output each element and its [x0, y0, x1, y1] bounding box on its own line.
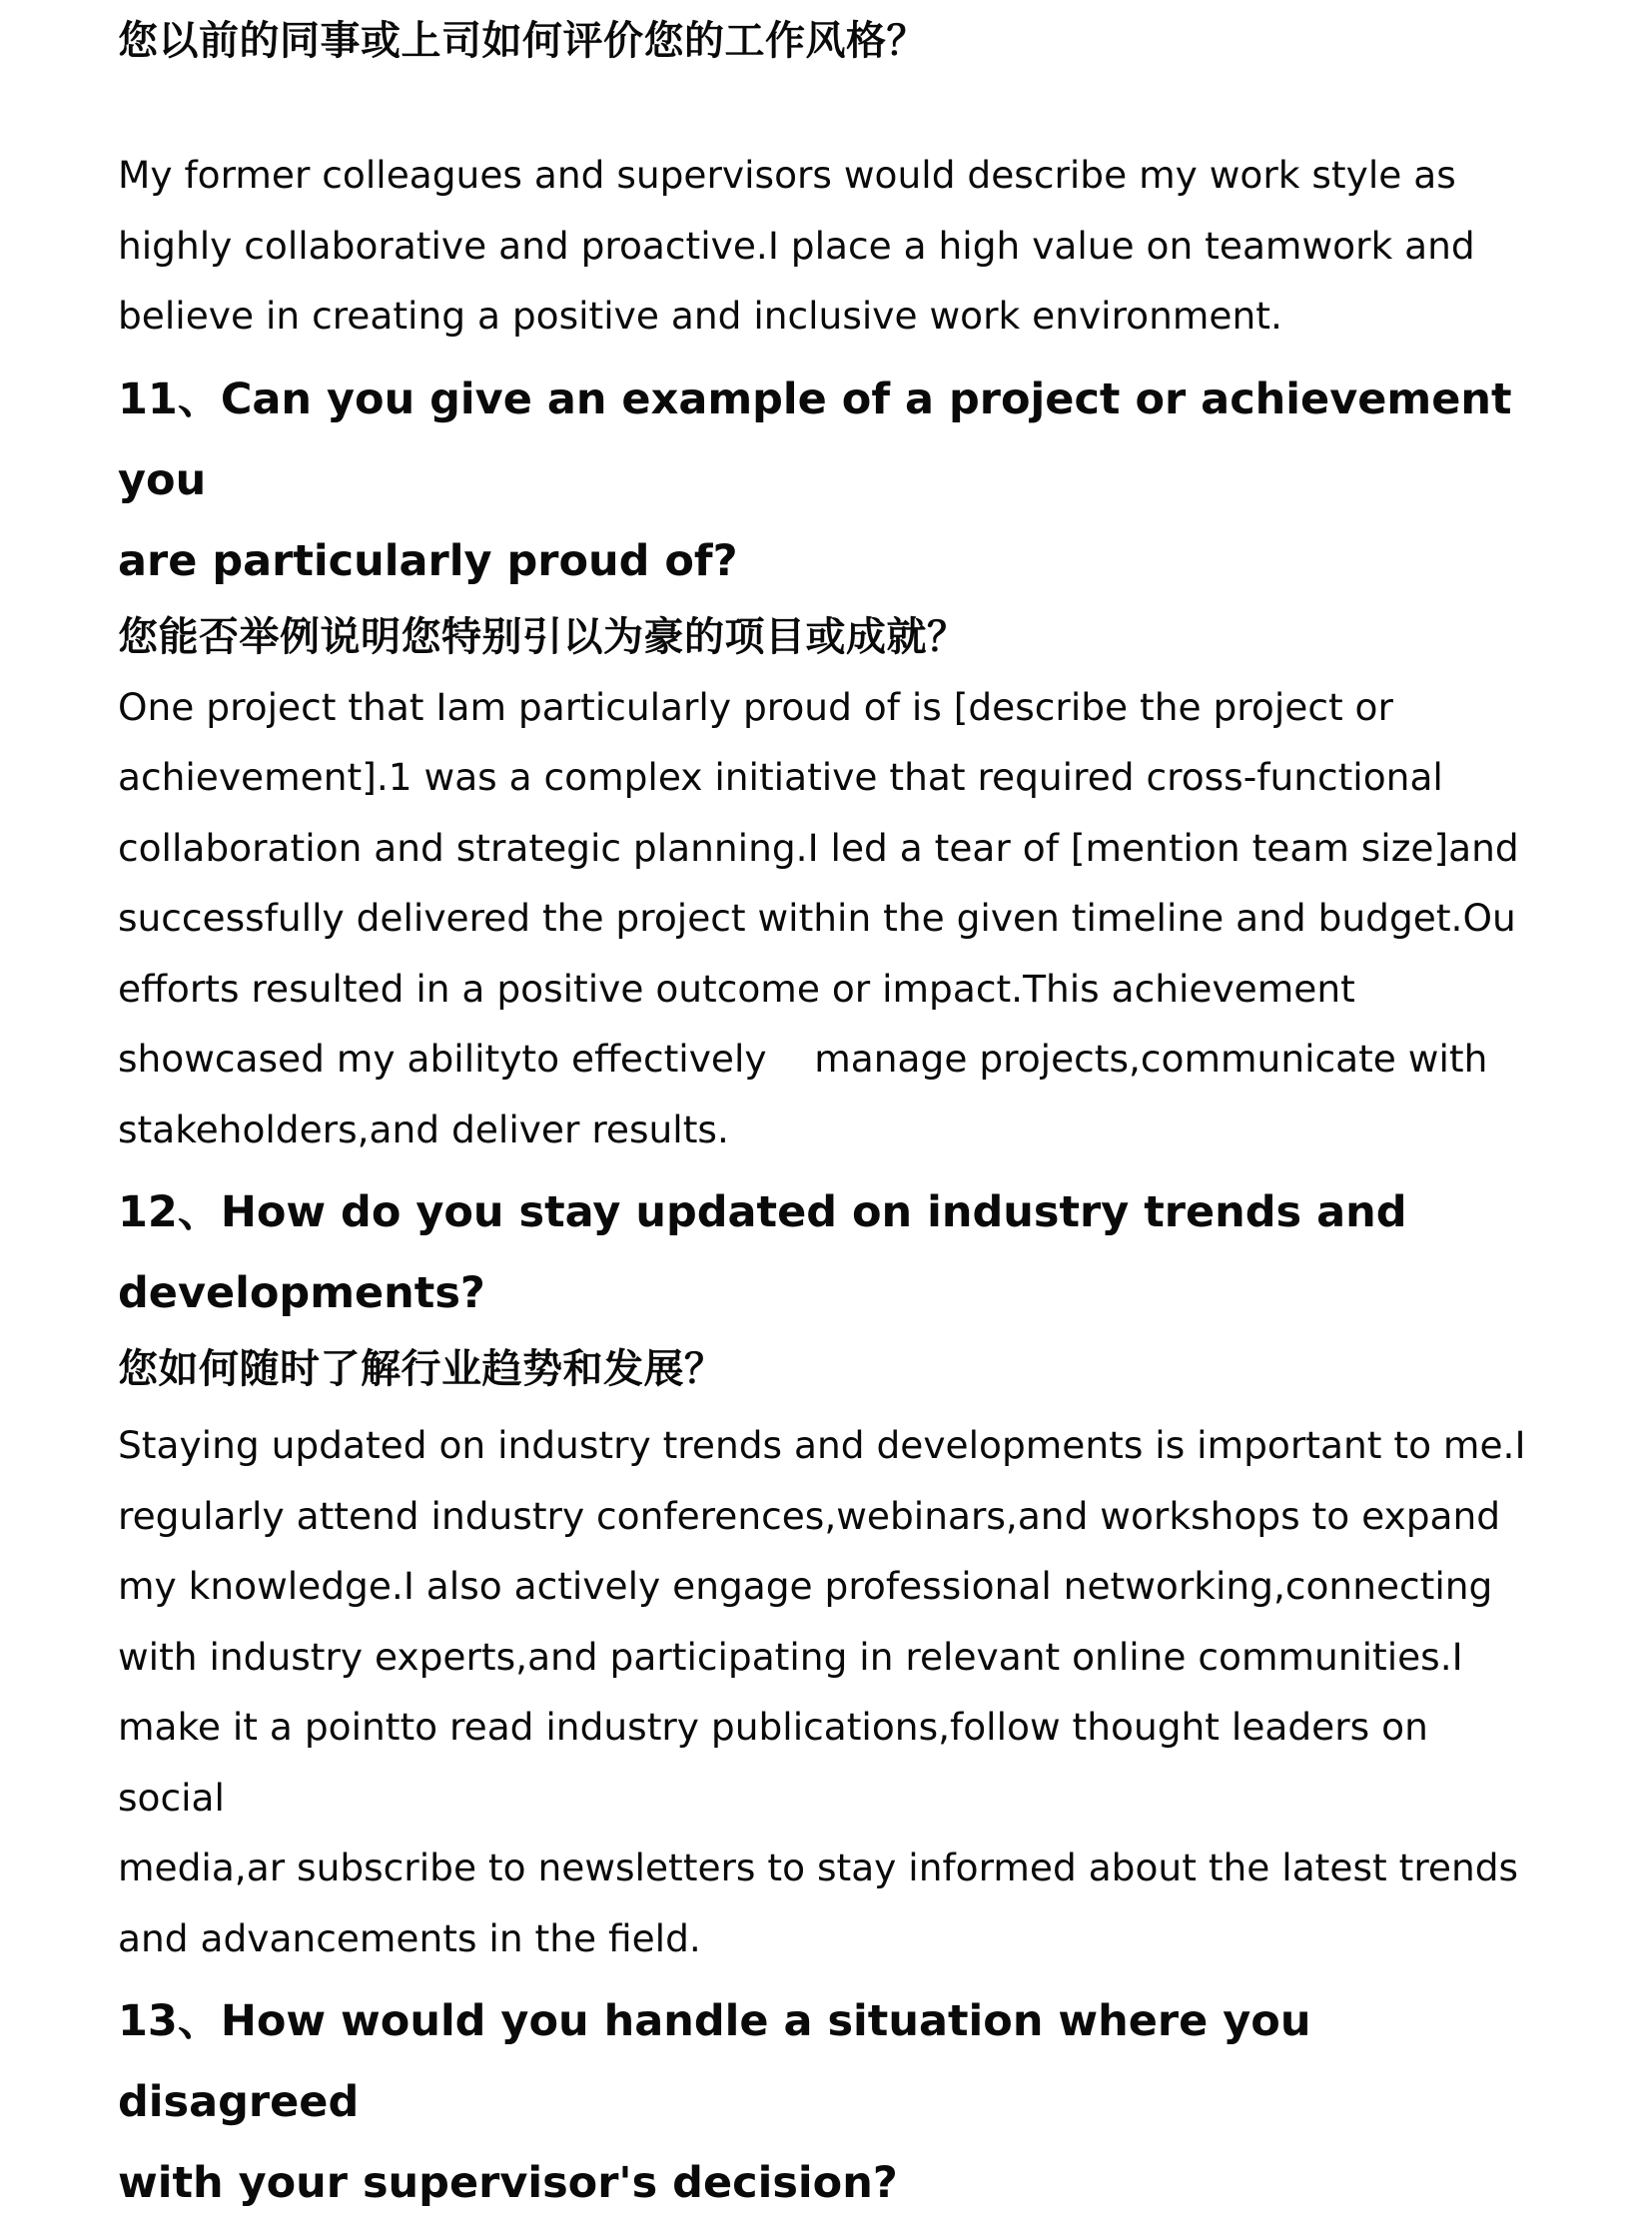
question-12-cn: 您如何随时了解行业趋势和发展？ [118, 1346, 725, 1392]
answer-11-line: collaboration and strategic planning.I led a tear of [mention team size]and [118, 825, 1519, 870]
question-11-cn: 您能否举例说明您特别引以为豪的项目或成就？ [118, 613, 968, 660]
answer-12-line: my knowledge.I also actively engage professional networking,connecting [118, 1564, 1493, 1608]
answer-12-line: Staying updated on industry trends and developments is important to me.I [118, 1423, 1526, 1467]
answer-12 [118, 1410, 1536, 1973]
answer-11-line: One project that Iam particularly proud of is [describe the project or [118, 684, 1393, 729]
question-12-en-line: 12、How do you stay updated on industry trends and [118, 1187, 1407, 1237]
question-13-en-line: 13、How would you handle a situation where you disagreed [118, 1996, 1311, 2127]
answer-12-line: media,ar subscribe to newsletters to stay informed about the latest trends [118, 1846, 1519, 1889]
section-12 [118, 1172, 1536, 1973]
answer-12-line: make it a pointto read industry publications,follow thought leaders on social [118, 1705, 1440, 1820]
answer-11-line: showcased my abilityto effectively manage projects,communicate with [118, 1037, 1488, 1081]
question-11-en-line: are particularly proud of? [118, 535, 738, 586]
question-12-en-line: developments? [118, 1268, 485, 1318]
answer-11-line: successfully delivered the project within the given timeline and budget.Ou [118, 896, 1516, 940]
question-11-en-line: 11、Can you give an example of a project or achievement you [118, 373, 1512, 505]
answer-11-line: achievement].1 was a complex initiative that required cross-functional [118, 755, 1443, 799]
answer-12-line: and advancements in the field. [118, 1915, 701, 1960]
section-11 [118, 360, 1536, 1165]
answer-11 [118, 672, 1536, 1165]
document-page [118, 0, 1536, 2224]
answer-12-line: with industry experts,and participating in relevant online communities.I [118, 1634, 1463, 1679]
answer-10-line: highly collaborative and proactive.I place a high value on teamwork and [118, 223, 1475, 268]
answer-11-line: stakeholders,and deliver results. [118, 1107, 729, 1151]
answer-10 [118, 140, 1536, 352]
answer-10-line: My former colleagues and supervisors would describe my work style as [118, 153, 1456, 197]
section-10 [118, 13, 1536, 352]
answer-10-line: believe in creating a positive and inclusive work environment. [118, 294, 1282, 338]
section-13 [118, 1981, 1536, 2224]
answer-12-line: regularly attend industry conferences,webinars,and workshops to expand [118, 1493, 1501, 1538]
question-10-cn: 您以前的同事或上司如何评价您的工作风格？ [118, 18, 927, 64]
answer-11-line: efforts resulted in a positive outcome or impact.This achievement [118, 966, 1355, 1011]
question-13-en-line: with your supervisor's decision? [118, 2158, 898, 2208]
